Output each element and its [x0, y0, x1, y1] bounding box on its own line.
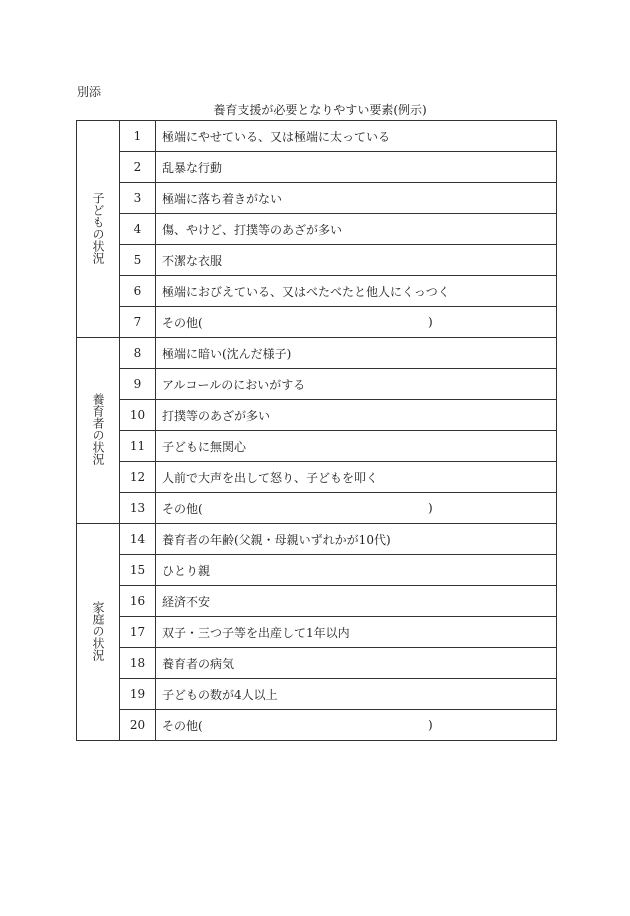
table-row: [77, 369, 557, 400]
item-text: 極端に落ち着きがない: [162, 191, 283, 206]
item-text-cell: [156, 679, 557, 710]
closing-paren: ): [428, 315, 433, 329]
item-number: 4: [120, 214, 156, 245]
item-text-cell: [156, 555, 557, 586]
item-text-cell: [156, 524, 557, 555]
item-number: 19: [120, 679, 156, 710]
item-text: 双子・三つ子等を出産して1年以内: [162, 625, 350, 640]
table-row: [77, 617, 557, 648]
item-number: 10: [120, 400, 156, 431]
table-row: [77, 524, 557, 555]
risk-factors-table: [76, 120, 557, 741]
category-label: 子どもの状況: [91, 191, 105, 264]
item-text: アルコールのにおいがする: [162, 377, 306, 392]
table-row: [77, 276, 557, 307]
item-text-cell: [156, 493, 557, 524]
item-text-cell: [156, 276, 557, 307]
item-text-cell: [156, 245, 557, 276]
table-row: [77, 214, 557, 245]
item-text-cell: [156, 617, 557, 648]
category-cell: [77, 524, 120, 741]
item-number: 2: [120, 152, 156, 183]
table-row: [77, 710, 557, 741]
item-number: 6: [120, 276, 156, 307]
item-text: その他(: [162, 718, 203, 733]
item-text: その他(: [162, 501, 203, 516]
item-number: 17: [120, 617, 156, 648]
item-number: 15: [120, 555, 156, 586]
table-row: [77, 431, 557, 462]
item-text: 極端にやせている、又は極端に太っている: [162, 129, 391, 144]
item-number: 3: [120, 183, 156, 214]
table-row: [77, 586, 557, 617]
category-cell: [77, 121, 120, 338]
category-label: 養育者の状況: [91, 393, 105, 465]
item-text-cell: [156, 400, 557, 431]
annex-label: 別添: [77, 85, 102, 99]
item-number: 1: [120, 121, 156, 152]
item-text: その他(: [162, 315, 203, 330]
item-number: 5: [120, 245, 156, 276]
item-text-cell: [156, 462, 557, 493]
table-row: [77, 679, 557, 710]
item-text-cell: [156, 710, 557, 741]
item-text: 極端におびえている、又はべたべたと他人にくっつく: [162, 284, 450, 299]
item-text-cell: [156, 586, 557, 617]
table-row: [77, 338, 557, 369]
item-number: 11: [120, 431, 156, 462]
item-number: 18: [120, 648, 156, 679]
table-row: [77, 183, 557, 214]
item-number: 7: [120, 307, 156, 338]
item-text-cell: [156, 183, 557, 214]
item-text: ひとり親: [162, 563, 211, 578]
table-row: [77, 555, 557, 586]
item-text-cell: [156, 431, 557, 462]
category-label: 家庭の状況: [91, 600, 105, 661]
table-row: [77, 493, 557, 524]
item-text: 養育者の年齢(父親・母親いずれかが10代): [162, 532, 391, 547]
item-number: 13: [120, 493, 156, 524]
closing-paren: ): [428, 501, 433, 515]
item-text-cell: [156, 121, 557, 152]
item-text-cell: [156, 214, 557, 245]
item-text-cell: [156, 307, 557, 338]
item-text-cell: [156, 648, 557, 679]
table-row: [77, 462, 557, 493]
item-number: 9: [120, 369, 156, 400]
item-text: 乱暴な行動: [162, 160, 223, 175]
category-cell: [77, 338, 120, 524]
item-text: 経済不安: [162, 594, 211, 609]
item-text-cell: [156, 338, 557, 369]
table-row: [77, 245, 557, 276]
table-row: [77, 307, 557, 338]
table-row: [77, 152, 557, 183]
table-row: [77, 648, 557, 679]
item-text: 子どもに無関心: [162, 439, 247, 454]
item-text: 不潔な衣服: [162, 253, 223, 268]
item-text: 養育者の病気: [162, 656, 235, 671]
item-number: 20: [120, 710, 156, 741]
table-row: [77, 121, 557, 152]
item-number: 14: [120, 524, 156, 555]
item-text: 打撲等のあざが多い: [162, 408, 271, 423]
item-text: 極端に暗い(沈んだ様子): [162, 346, 292, 361]
item-number: 16: [120, 586, 156, 617]
item-text-cell: [156, 369, 557, 400]
item-number: 8: [120, 338, 156, 369]
item-text: 子どもの数が4人以上: [162, 687, 278, 702]
table-row: [77, 400, 557, 431]
document-title: 養育支援が必要となりやすい要素(例示): [213, 103, 427, 117]
item-text-cell: [156, 152, 557, 183]
item-text: 人前で大声を出して怒り、子どもを叩く: [162, 470, 379, 485]
item-text: 傷、やけど、打撲等のあざが多い: [162, 222, 343, 237]
closing-paren: ): [428, 718, 433, 732]
item-number: 12: [120, 462, 156, 493]
